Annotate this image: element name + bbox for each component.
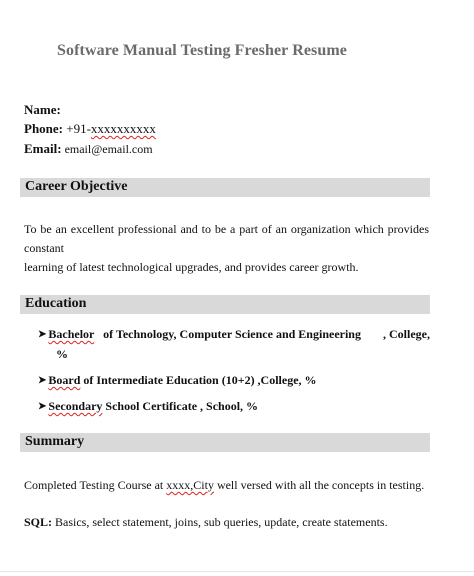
education-header xyxy=(20,295,430,314)
email-line xyxy=(24,141,153,157)
education-item-bachelor-word: Bachelor xyxy=(48,327,95,341)
summary-course-city: xxxx,City xyxy=(166,478,214,492)
phone-label: Phone: xyxy=(24,121,63,136)
arrow-bullet-icon: ➤ xyxy=(38,401,47,412)
education-item-secondary-word: Secondary xyxy=(48,399,103,413)
arrow-bullet-icon: ➤ xyxy=(38,329,47,340)
education-title: Education xyxy=(25,296,87,311)
education-item-secondary xyxy=(38,399,258,414)
career-objective-line1: To be an excellent professional and to be a part of an organization which provides constant xyxy=(24,222,429,255)
email-label: Email: xyxy=(24,141,62,156)
summary-course-line xyxy=(24,476,429,495)
education-item-bachelor-text: of Technology, Computer Science and Engineering xyxy=(103,327,361,341)
page-bottom-divider xyxy=(0,571,474,572)
phone-prefix: +91- xyxy=(66,121,91,136)
education-item-board xyxy=(38,373,317,388)
education-item-bachelor-percent: % xyxy=(56,347,68,361)
summary-sql-line xyxy=(24,513,429,532)
summary-title: Summary xyxy=(25,434,85,449)
sql-text: Basics, select statement, joins, sub queries, update, create statements. xyxy=(55,515,388,529)
summary-header xyxy=(20,433,430,452)
summary-course-pre: Completed Testing Course at xyxy=(24,478,167,492)
career-objective-title: Career Objective xyxy=(25,179,128,194)
phone-line xyxy=(24,121,156,137)
career-objective-line2: learning of latest technological upgrades, and provides career growth. xyxy=(24,260,359,274)
education-item-bachelor xyxy=(38,325,430,364)
education-item-board-text: of Intermediate Education (10+2) ,College, % xyxy=(83,373,317,387)
education-item-bachelor-college: , College, xyxy=(383,327,430,341)
arrow-bullet-icon: ➤ xyxy=(38,375,47,386)
education-item-board-word: Board xyxy=(48,373,81,387)
phone-value: xxxxxxxxxx xyxy=(90,121,156,136)
summary-course-post: well versed with all the concepts in testing. xyxy=(213,478,425,492)
career-objective-header xyxy=(20,178,430,197)
name-label: Name: xyxy=(24,102,61,117)
career-objective-text xyxy=(24,220,429,277)
page-title: Software Manual Testing Fresher Resume xyxy=(56,42,348,59)
sql-label: SQL: xyxy=(24,515,53,529)
name-line xyxy=(24,102,61,118)
education-item-secondary-text: School Certificate , School, % xyxy=(105,399,259,413)
email-value: email@email.com xyxy=(64,142,153,156)
